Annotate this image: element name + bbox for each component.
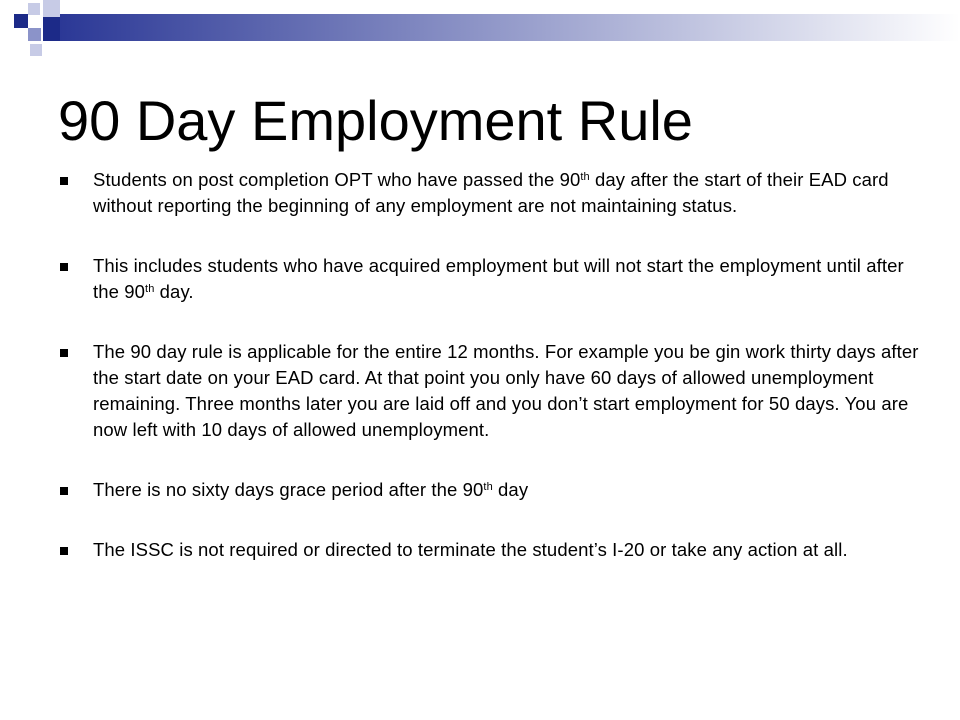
decor-square-dark-right xyxy=(43,17,60,41)
bullet-item xyxy=(60,253,920,305)
header-gradient-bar xyxy=(60,14,960,41)
bullet-text xyxy=(93,341,919,440)
bullet-text-run: Students on post completion OPT who have passed the 90 xyxy=(93,169,581,190)
header-decoration xyxy=(0,0,960,60)
bullet-item xyxy=(60,339,920,443)
square-bullet-icon xyxy=(60,263,68,271)
bullet-text xyxy=(93,539,848,560)
bullet-text-run: There is no sixty days grace period after the 90 xyxy=(93,479,484,500)
decor-square-light-big xyxy=(43,0,60,17)
square-bullet-icon xyxy=(60,547,68,555)
ordinal-superscript: th xyxy=(580,171,590,183)
square-bullet-icon xyxy=(60,487,68,495)
ordinal-superscript: th xyxy=(145,283,155,295)
bullet-text-run: This includes students who have acquired employment but will not start the employment until after the 90 xyxy=(93,255,904,302)
decor-square-mid xyxy=(28,28,41,41)
square-bullet-icon xyxy=(60,177,68,185)
bullet-item xyxy=(60,537,920,563)
ordinal-superscript: th xyxy=(483,481,493,493)
bullet-text xyxy=(93,479,528,500)
bullet-text xyxy=(93,255,904,302)
square-bullet-icon xyxy=(60,349,68,357)
slide-title: 90 Day Employment Rule xyxy=(58,89,693,152)
decor-square-light-bottom xyxy=(30,44,42,56)
bullet-text xyxy=(93,169,889,216)
decor-square-dark-left xyxy=(14,14,28,28)
bullet-text-run: day. xyxy=(154,281,194,302)
bullet-item xyxy=(60,477,920,503)
bullet-item xyxy=(60,167,920,219)
bullet-text-run: The ISSC is not required or directed to terminate the student’s I-20 or take any action at all. xyxy=(93,539,848,560)
bullet-list xyxy=(60,167,920,563)
bullet-text-run: The 90 day rule is applicable for the entire 12 months. For example you be gin work thirty days after the start date on your EAD card. At that point you only have 60 days of allowed unemployment remaining. Three months later you are laid off and you don’t start employment for 50 days. You are now left with 10 days of allowed unemployment. xyxy=(93,341,919,440)
bullet-text-run: day after the start of their EAD card without reporting the beginning of any employment are not maintaining status. xyxy=(93,169,889,216)
decor-square-light-top xyxy=(28,3,40,15)
bullet-text-run: day xyxy=(492,479,529,500)
